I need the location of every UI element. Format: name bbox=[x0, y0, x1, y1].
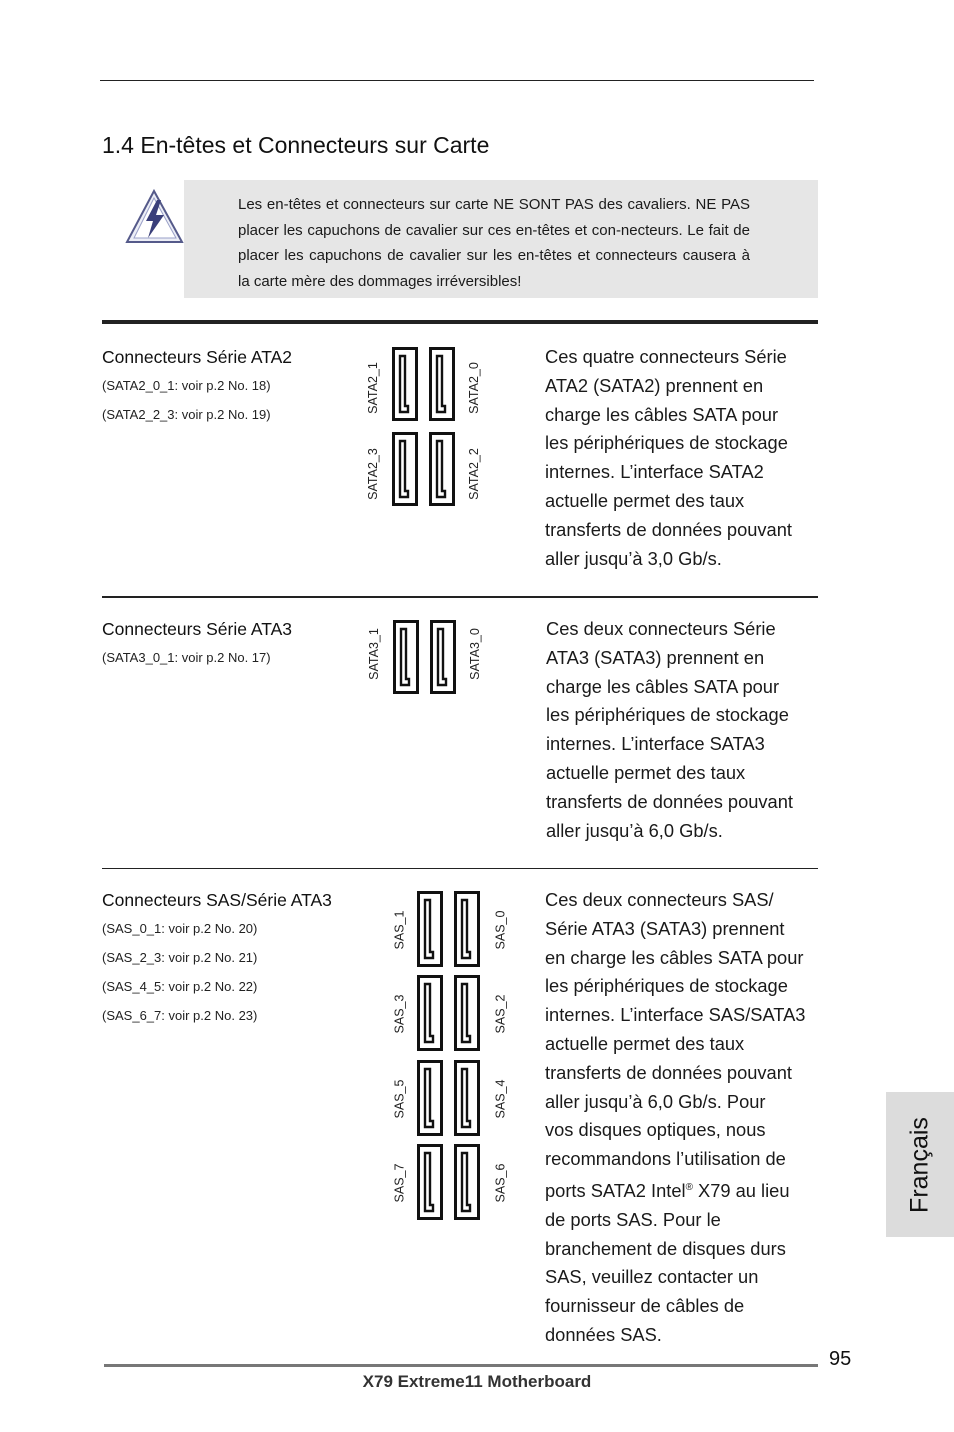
sas-ref-1: (SAS_2_3: voir p.2 No. 21) bbox=[102, 950, 258, 965]
top-rule bbox=[100, 80, 814, 81]
sas-desc-line: transferts de données pouvant bbox=[545, 1061, 792, 1083]
sas-desc-line: fournisseur de câbles de bbox=[545, 1295, 745, 1317]
sas-desc-line: aller jusqu’à 6,0 Gb/s. Pour bbox=[545, 1090, 766, 1112]
sata-port-icon bbox=[417, 1060, 443, 1136]
registered-mark: ® bbox=[685, 1181, 693, 1193]
sata-port-icon bbox=[392, 347, 418, 421]
sas-title: Connecteurs SAS/Série ATA3 bbox=[102, 890, 332, 910]
sata-port-icon bbox=[417, 975, 443, 1051]
sata-port-icon bbox=[454, 1144, 480, 1220]
sata-port-icon bbox=[392, 432, 418, 506]
sas-desc-line: Ces deux connecteurs SAS/ bbox=[545, 889, 774, 910]
footer-title: X79 Extreme11 Motherboard bbox=[362, 1372, 592, 1391]
sata-port-icon bbox=[454, 975, 480, 1051]
sas-description bbox=[545, 886, 825, 1350]
sata2-desc-line: charge les câbles SATA pour bbox=[545, 403, 779, 425]
sas-ref-3: (SAS_6_7: voir p.2 No. 23) bbox=[102, 1008, 258, 1023]
sas-desc-line-intel bbox=[545, 1174, 825, 1206]
sata2-desc-line: aller jusqu’à 3,0 Gb/s. bbox=[545, 547, 722, 569]
sas-desc-line: actuelle permet des taux bbox=[545, 1032, 745, 1054]
sata-port-icon bbox=[430, 620, 456, 694]
sata3-desc-line: Ces deux connecteurs Série bbox=[546, 618, 776, 639]
sas-desc-line: les périphériques de stockage bbox=[545, 975, 788, 997]
sas-desc-line: internes. L’interface SAS/SATA3 bbox=[545, 1004, 806, 1026]
sas-desc-line: de ports SAS. Pour le bbox=[545, 1208, 721, 1230]
sas-label: SAS_1 bbox=[391, 910, 406, 950]
language-tab-label: Français bbox=[905, 1116, 934, 1213]
sata2-ref-1: (SATA2_2_3: voir p.2 No. 19) bbox=[102, 407, 271, 422]
sas-label: SAS_7 bbox=[391, 1163, 406, 1203]
warning-text: Les en-têtes et connecteurs sur carte NE SONT PAS des cavaliers. NE PAS placer les capuchons de cavalier sur ces en-têtes et con-necteurs. Le fait de placer les capuchons de cavalier sur les en-têtes et connecteurs causera à la carte mère des dommages irréversibles! bbox=[238, 196, 750, 290]
sata-port-icon bbox=[454, 1060, 480, 1136]
sata-port-icon bbox=[393, 620, 419, 694]
sas-ref-0: (SAS_0_1: voir p.2 No. 20) bbox=[102, 921, 258, 936]
sas-label: SAS_6 bbox=[492, 1163, 507, 1203]
sata3-description bbox=[546, 615, 826, 845]
sas-label: SAS_5 bbox=[391, 1079, 406, 1119]
sata3-label: SATA3_1 bbox=[366, 628, 381, 680]
sas-desc-line: vos disques optiques, nous bbox=[545, 1119, 766, 1141]
sata2-ref-0: (SATA2_0_1: voir p.2 No. 18) bbox=[102, 378, 271, 393]
divider-2 bbox=[102, 868, 818, 869]
sata2-desc-line: Ces quatre connecteurs Série bbox=[545, 346, 787, 367]
sas-desc-line: SAS, veuillez contacter un bbox=[545, 1266, 759, 1288]
language-tab bbox=[886, 1092, 954, 1237]
sata2-label: SATA2_0 bbox=[466, 362, 481, 414]
sata3-desc-line: charge les câbles SATA pour bbox=[546, 675, 780, 697]
sata2-title: Connecteurs Série ATA2 bbox=[102, 347, 293, 367]
sas-label: SAS_4 bbox=[492, 1079, 507, 1119]
sata2-desc-line: actuelle permet des taux bbox=[545, 489, 745, 511]
sata-port-icon bbox=[454, 891, 480, 967]
sata3-ref-0: (SATA3_0_1: voir p.2 No. 17) bbox=[102, 650, 271, 665]
sata3-desc-line: ATA3 (SATA3) prennent en bbox=[546, 646, 765, 668]
sas-desc-line: en charge les câbles SATA pour bbox=[545, 946, 804, 968]
sata2-label: SATA2_3 bbox=[365, 448, 380, 500]
sata3-desc-line: les périphériques de stockage bbox=[546, 704, 789, 726]
sata-port-icon bbox=[417, 891, 443, 967]
sata2-desc-line: internes. L’interface SATA2 bbox=[545, 461, 764, 483]
thick-rule bbox=[102, 320, 818, 324]
sas-label: SAS_0 bbox=[492, 910, 507, 950]
sas-desc-line: données SAS. bbox=[545, 1324, 662, 1346]
sas-desc-intel-pre: ports SATA2 Intel bbox=[545, 1180, 686, 1202]
sata2-label: SATA2_1 bbox=[365, 362, 380, 414]
page-number: 95 bbox=[829, 1348, 852, 1370]
sas-ref-2: (SAS_4_5: voir p.2 No. 22) bbox=[102, 979, 258, 994]
sas-desc-line: branchement de disques durs bbox=[545, 1237, 786, 1259]
sas-label: SAS_3 bbox=[391, 994, 406, 1034]
sata2-desc-line: les périphériques de stockage bbox=[545, 432, 788, 454]
warning-lightning-icon bbox=[124, 188, 186, 246]
sas-desc-line: recommandons l’utilisation de bbox=[545, 1148, 786, 1170]
sata3-label: SATA3_0 bbox=[467, 628, 482, 680]
sata-port-icon bbox=[429, 347, 455, 421]
sata2-description bbox=[545, 343, 825, 573]
sata3-desc-line: internes. L’interface SATA3 bbox=[546, 733, 765, 755]
footer-rule bbox=[104, 1364, 818, 1367]
sata3-title: Connecteurs Série ATA3 bbox=[102, 619, 293, 639]
sata-port-icon bbox=[429, 432, 455, 506]
sas-desc-intel-post: X79 au lieu bbox=[692, 1180, 790, 1202]
sata2-desc-line: transferts de données pouvant bbox=[545, 518, 792, 540]
sata3-desc-line: aller jusqu’à 6,0 Gb/s. bbox=[546, 819, 723, 841]
sas-desc-line: Série ATA3 (SATA3) prennent bbox=[545, 917, 785, 939]
section-title: 1.4 En-têtes et Connecteurs sur Carte bbox=[102, 132, 490, 158]
sas-label: SAS_2 bbox=[492, 994, 507, 1034]
sata2-label: SATA2_2 bbox=[466, 448, 481, 500]
sata-port-icon bbox=[417, 1144, 443, 1220]
sata3-desc-line: transferts de données pouvant bbox=[546, 790, 793, 812]
sata2-desc-line: ATA2 (SATA2) prennent en bbox=[545, 374, 764, 396]
sata3-desc-line: actuelle permet des taux bbox=[546, 761, 746, 783]
divider-1 bbox=[102, 596, 818, 598]
